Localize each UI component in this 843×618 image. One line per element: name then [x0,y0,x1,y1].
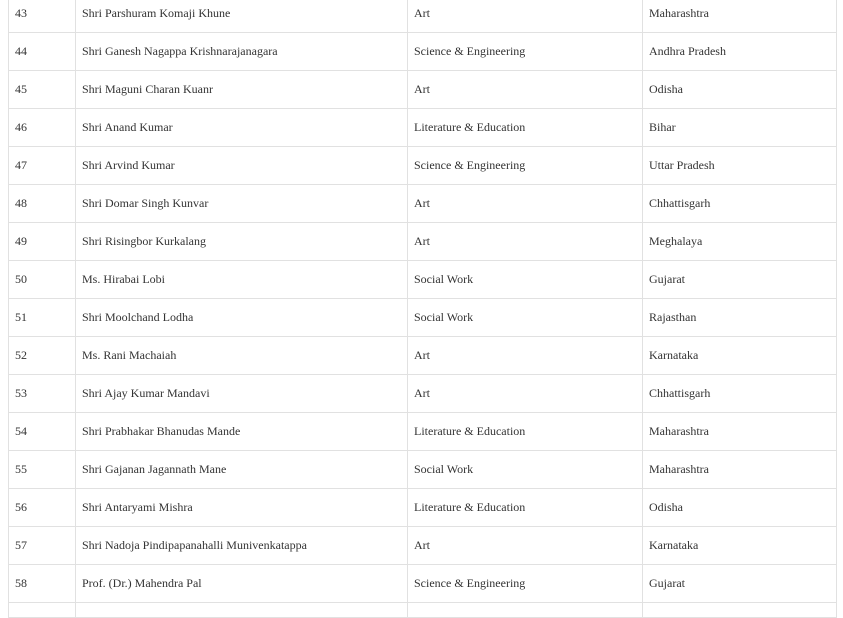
cell-awardee-name: Shri Maguni Charan Kuanr [76,71,408,109]
cell-field: Art [408,223,643,261]
awardees-table-container [8,0,836,618]
cell-awardee-name: Shri Gajanan Jagannath Mane [76,451,408,489]
table-row [9,223,837,261]
cell-empty [9,603,76,618]
cell-awardee-name: Shri Ajay Kumar Mandavi [76,375,408,413]
cell-state: Chhattisgarh [643,185,837,223]
cell-state: Gujarat [643,565,837,603]
cell-field: Science & Engineering [408,565,643,603]
cell-awardee-name: Prof. (Dr.) Mahendra Pal [76,565,408,603]
table-row [9,413,837,451]
cell-state: Odisha [643,71,837,109]
awardees-table-body [9,0,837,618]
cell-state: Andhra Pradesh [643,33,837,71]
cell-serial-number: 47 [9,147,76,185]
cell-field: Art [408,71,643,109]
cell-awardee-name: Shri Anand Kumar [76,109,408,147]
cell-field: Art [408,0,643,33]
cell-field: Literature & Education [408,413,643,451]
cell-state: Karnataka [643,337,837,375]
cell-awardee-name: Shri Moolchand Lodha [76,299,408,337]
table-row [9,375,837,413]
cell-field: Social Work [408,261,643,299]
cell-state: Karnataka [643,527,837,565]
cell-field: Art [408,375,643,413]
cell-state: Bihar [643,109,837,147]
table-row [9,299,837,337]
table-row [9,261,837,299]
table-row [9,451,837,489]
table-row [9,527,837,565]
cell-awardee-name: Ms. Hirabai Lobi [76,261,408,299]
table-row [9,71,837,109]
cell-serial-number: 52 [9,337,76,375]
cell-awardee-name: Shri Arvind Kumar [76,147,408,185]
cell-serial-number: 46 [9,109,76,147]
cell-serial-number: 50 [9,261,76,299]
cell-serial-number: 48 [9,185,76,223]
cell-field: Science & Engineering [408,33,643,71]
cell-serial-number: 49 [9,223,76,261]
cell-empty [643,603,837,618]
table-row [9,109,837,147]
cell-serial-number: 43 [9,0,76,33]
cell-state: Gujarat [643,261,837,299]
cell-serial-number: 51 [9,299,76,337]
cell-state: Rajasthan [643,299,837,337]
cell-field: Literature & Education [408,109,643,147]
cell-state: Maharashtra [643,0,837,33]
cell-state: Meghalaya [643,223,837,261]
awardees-table [8,0,837,618]
cell-awardee-name: Shri Nadoja Pindipapanahalli Munivenkatappa [76,527,408,565]
table-row [9,185,837,223]
cell-serial-number: 54 [9,413,76,451]
cell-empty [408,603,643,618]
cell-field: Literature & Education [408,489,643,527]
table-row [9,33,837,71]
cell-field: Science & Engineering [408,147,643,185]
cell-state: Odisha [643,489,837,527]
cell-state: Chhattisgarh [643,375,837,413]
table-row [9,337,837,375]
cell-serial-number: 44 [9,33,76,71]
cell-serial-number: 56 [9,489,76,527]
cell-serial-number: 53 [9,375,76,413]
cell-awardee-name: Shri Parshuram Komaji Khune [76,0,408,33]
cell-serial-number: 55 [9,451,76,489]
cell-field: Social Work [408,299,643,337]
cell-field: Social Work [408,451,643,489]
table-row [9,565,837,603]
table-row [9,147,837,185]
cell-serial-number: 45 [9,71,76,109]
cell-field: Art [408,185,643,223]
table-row [9,489,837,527]
table-row-partial [9,603,837,618]
cell-awardee-name: Shri Prabhakar Bhanudas Mande [76,413,408,451]
cell-serial-number: 58 [9,565,76,603]
cell-field: Art [408,337,643,375]
cell-field: Art [408,527,643,565]
cell-state: Maharashtra [643,451,837,489]
table-row [9,0,837,33]
cell-awardee-name: Shri Risingbor Kurkalang [76,223,408,261]
cell-state: Uttar Pradesh [643,147,837,185]
cell-awardee-name: Shri Antaryami Mishra [76,489,408,527]
cell-serial-number: 57 [9,527,76,565]
cell-awardee-name: Shri Ganesh Nagappa Krishnarajanagara [76,33,408,71]
cell-awardee-name: Ms. Rani Machaiah [76,337,408,375]
cell-empty [76,603,408,618]
cell-awardee-name: Shri Domar Singh Kunvar [76,185,408,223]
cell-state: Maharashtra [643,413,837,451]
